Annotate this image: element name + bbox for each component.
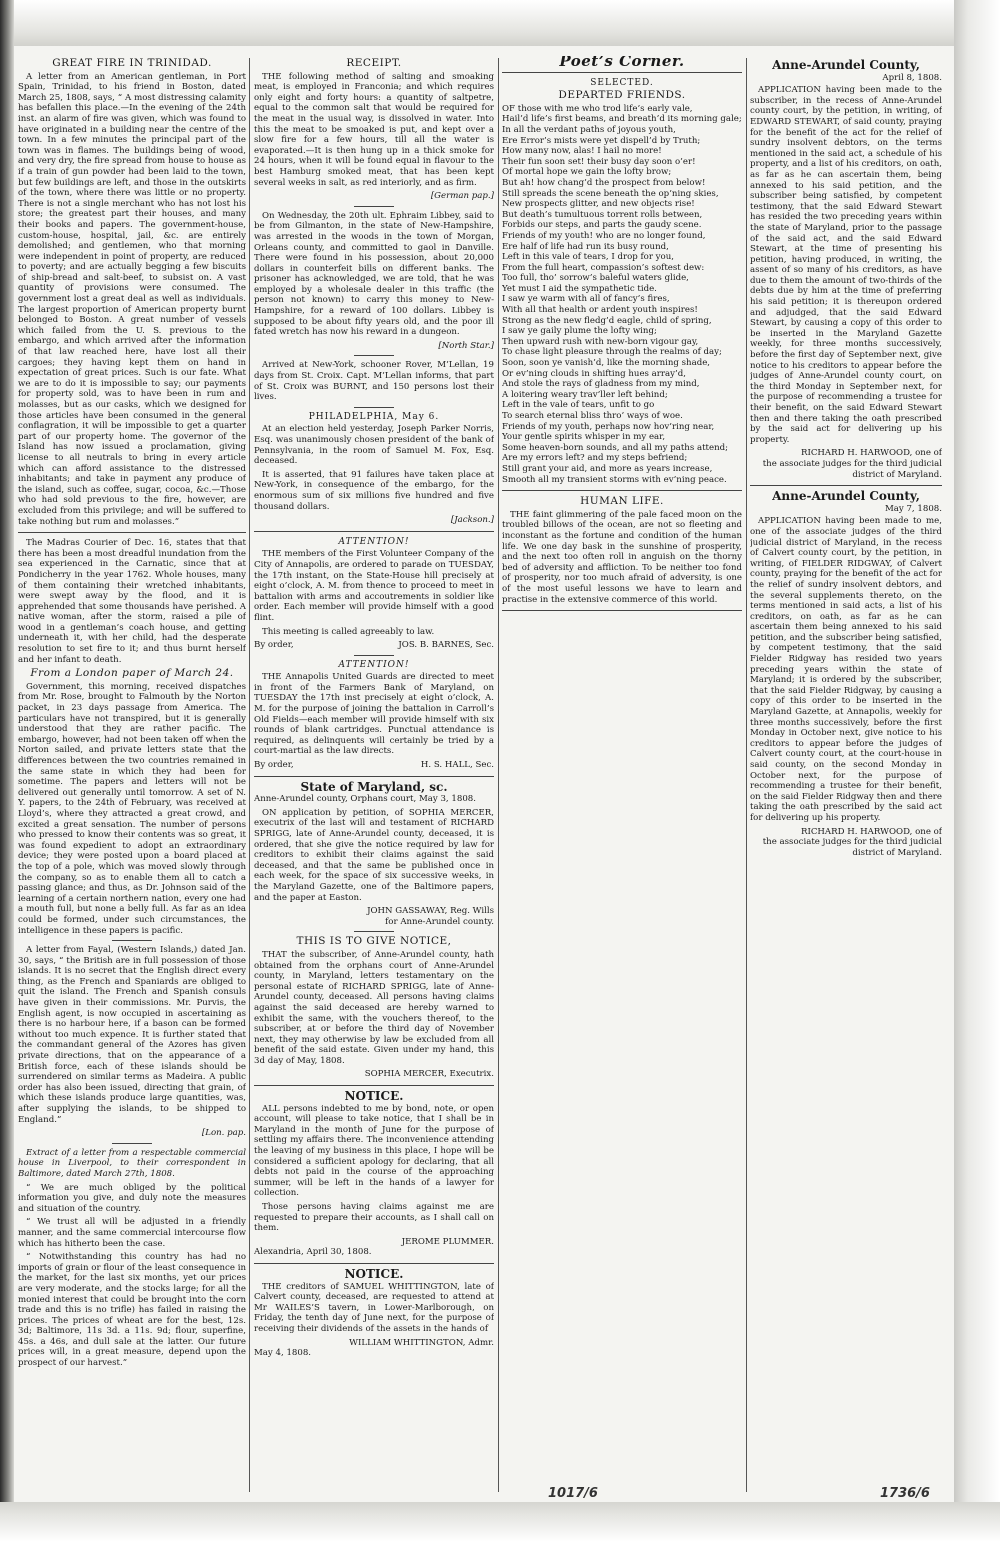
by-order-label: By order, <box>254 760 294 771</box>
handwritten-mark: 1017/6 <box>548 1486 598 1501</box>
article-paragraph: “ We trust all will be adjusted in a friendly manner, and the same commercial intercourse flow which has hitherto been the case. <box>18 1217 246 1249</box>
poem-line: But ah! how chang’d the prospect from below! <box>502 177 706 188</box>
poem-line: Too full, tho’ sorrow’s baleful waters glide, <box>502 273 689 284</box>
article-paragraph: THE faint glimmering of the pale faced moon on the troubled billows of the ocean, are not so fleeting and inconstant as the fortune and condition of the human life. We one day bask in the sunshine of prosperity, and the next too often roll in anguish on the thorny bed of adversity and affliction. To be neither too fond of prosperity, nor too much afraid of adversity, is one of the most useful lessons we have to learn and practise in the extensive commerce of this world. <box>502 509 742 605</box>
notice-heading: NOTICE. <box>344 1089 404 1104</box>
source-credit: [German pap.] <box>430 191 494 202</box>
column-rule <box>249 58 250 1492</box>
column-2 <box>254 56 494 1494</box>
notice-paragraph: This meeting is called agreeably to law. <box>262 626 435 637</box>
notice-heading: Anne-Arundel County, <box>772 58 920 72</box>
notice-signature: RICHARD H. HARWOOD, one of <box>800 448 942 459</box>
article-paragraph: It is asserted, that 91 failures have taken place at New-York, in consequence of the embargo, for the enormous sum of six millions five hundred and five thousand dollars. <box>254 469 494 512</box>
divider <box>254 531 494 532</box>
divider <box>354 206 394 207</box>
divider <box>354 407 394 408</box>
poem-line: How many now, alas! I hail no more! <box>502 146 662 157</box>
section-title: Poet’s Corner. <box>559 56 685 70</box>
notice-signature: the associate judges for the third judicial district of Maryland. <box>762 458 942 480</box>
poem-line: To chase light pleasure through the realms of day; <box>502 347 722 358</box>
notice-paragraph: ON application by petition, of SOPHIA MERCER, executrix of the last will and testament of RICHARD SPRIGG, late of Anne-Arundel county, deceased, it is ordered, that she give the notice required by law for creditors to exhibit their claims against the said deceased, and that the same be published once in each week, for the space of six successive weeks, in the Maryland Gazette, one of the Baltimore papers, and the paper at Easton. <box>254 807 494 903</box>
poem-line: Hail’d life’s first beams, and breath’d its morning gale; <box>502 114 742 125</box>
poem-line: Friends of my youth, perhaps now hov’ring near, <box>502 421 715 432</box>
notice-heading: NOTICE. <box>344 1266 404 1281</box>
poem-line: Your gentle spirits whisper in my ear, <box>502 432 666 443</box>
article-heading: RECEIPT. <box>346 57 402 69</box>
notice-paragraph: THE creditors of SAMUEL WHITTINGTON, late of Calvert county, deceased, are requested to attend at Mr WAILES’S tavern, in Lower-Marlborough, on Friday, the tenth day of June next, for the purpose of receiving their dividends of the assets in the hands of <box>254 1281 494 1334</box>
notice-date: April 8, 1808. <box>882 72 942 83</box>
poem-line: I saw ye gaily plume the lofty wing; <box>502 326 657 337</box>
article-paragraph: Arrived at New-York, schooner Rover, M’Lellan, 19 days from St. Croix. Capt. M’Lellan informs, that part of St. Croix was BURNT, and 150 persons lost their lives. <box>254 360 494 403</box>
poem-line: A loitering weary trav’ller left behind; <box>502 389 668 400</box>
article-paragraph: “ Notwithstanding this country has had no imports of grain or flour of the least consequence in the market, for the last six months, yet our prices are very moderate, and the stocks large; for all the monied interest that could be brought into the corn trade and this is no trifle) has failed in raising the prices. The prices of wheat are for the best, 12s. 3d; Baltimore, 11s 3d. a 11s. 9d; flour, superfine, 45s. a 46s, and dull sale at the latter. Our future prices will, in a great measure, depend upon the prospect of our harvest.” <box>18 1252 246 1369</box>
article-paragraph: At an election held yesterday, Joseph Parker Norris, Esq. was unanimously chosen president of the bank of Pennsylvania, in the room of Samuel M. Fox, Esq. deceased. <box>254 424 494 467</box>
article-heading: From a London paper of March 24. <box>30 667 234 680</box>
divider <box>254 1263 494 1264</box>
notice-signature-row <box>254 760 494 771</box>
notice-paragraph: THE members of the First Volunteer Company of the City of Annapolis, are ordered to parade on TUESDAY, the 17th instant, on the State-House hill precisely at eight o’clock, A. M. from thence to proceed to meet in battalion with arms and accoutrements in soldier like order. Each member will provide himself with a good flint. <box>254 549 494 623</box>
poem-line: Forbids our steps, and parts the gaudy scene. <box>502 220 702 231</box>
notice-signature: H. S. HALL, Sec. <box>420 760 494 771</box>
article-paragraph: THE following method of salting and smoaking meat, is employed in Franconia; and which requires only eight and forty hours: a quantity of saltpetre, equal to the common salt that would be required for the meat in the usual way, is dissolved in water. Into this the meat to be smoaked is put, and kept over a slow fire for a few hours, till all the water is evaporated.—It is then hung up in a thick smoke for 24 hours, when it will be found equal in flavour to the best Hamburg smoked meat, that has been kept several weeks in salt, as red interiorly, and as firm. <box>254 71 494 188</box>
notice-signature: JOHN GASSAWAY, Reg. Wills <box>367 906 494 917</box>
poem-line: With all that health or ardent youth inspires! <box>502 305 698 316</box>
poem-line: Ere half of life had run its busy round, <box>502 241 669 252</box>
section-subtitle: SELECTED. <box>590 77 654 88</box>
divider <box>254 776 494 777</box>
notice-heading: Anne-Arundel County, <box>772 489 920 504</box>
divider <box>502 610 742 611</box>
divider <box>502 72 742 73</box>
divider <box>354 931 394 932</box>
source-credit: [Lon. pap. <box>201 1128 246 1139</box>
poem-line: Soon, soon ye vanish’d, like the morning shade, <box>502 358 711 369</box>
column-rule <box>498 58 499 1492</box>
notice-paragraph: APPLICATION having been made to me, one of the associate judges of the third judicial district of Maryland, in the recess of Calvert county court, by the petition, in writing, of FIELDER RIDGWAY, of Calvert county, praying for the benefit of the act for the relief of sundry insolvent debtors, and the several supplements thereto, on the terms mentioned in said acts, a list of his creditors, on oath, as far as he can ascertain them being annexed to his said petition, and the subscriber being satisfied, by competent testimony, that the said Fielder Ridgway has resided two years preceding years within the state of Maryland; it is ordered by the subscriber, that the said Fielder Ridgway, by causing a copy of this order to be inserted in the Maryland Gazette, at Annapolis, weekly for three months successively, before the first Monday in October next, give notice to his creditors to appear before the judges of Calvert county court, at the court-house in said county, on the second Monday in October next, for the purpose of recommending a trustee for their benefit, on the said Fielder Ridgway then and there taking the oath prescribed by the said act for delivering up his property. <box>750 516 942 823</box>
column-1 <box>18 56 246 1494</box>
notice-signature: SOPHIA MERCER, Executrix. <box>364 1069 494 1080</box>
notice-paragraph: ALL persons indebted to me by bond, note, or open account, will please to take notice, that I shall be in Maryland in the month of June for the purpose of settling my affairs there. The inconvenience attending the leaving of my business in this place, I hope will be considered a sufficient apology for declaring, that all debts not paid in the course of the approaching summer, will be left in the hands of a lawyer for collection. <box>254 1103 494 1199</box>
handwritten-mark: 1736/6 <box>880 1486 930 1501</box>
article-paragraph: A letter from Fayal, (Western Islands,) dated Jan. 30, says, “ the British are in full possession of those islands. It is no secret that the English direct every thing, as the French and Spaniards are obliged to quit the island. The French and Spanish consuls have given in their commissions. Mr. Purvis, the English agent, is now occupied in ascertaining as there is no harbour here, if a bason can be formed without too much expence. It is further stated that the commandant general of the Azores has given private directions, that on the appearance of a British force, each of these islands should be surrendered on similar terms as Madeira. A public order has also been issued, directing that grain, of which these islands produce large quantities, was, after supplying the islands, to be shipped to England.” <box>18 945 246 1125</box>
poem-line: Some heaven-born sounds, and all my paths attend; <box>502 442 729 453</box>
notice-signature: WILLIAM WHITTINGTON, Admr. <box>349 1337 494 1348</box>
article-paragraph: Government, this morning, received dispatches from Mr. Rose, brought to Falmouth by the Norton packet, in 23 days passage from America. The particulars have not transpired, but it is generally understood that they are rather pacific. The embargo, however, had not been taken off when the Norton sailed, and private letters state that the differences between the two countries remained in the same state in which they had been for sometime. The papers and letters will not be delivered out generally until tomorrow. A set of N. Y. papers, to the 24th of February, was received at Lloyd’s, where they attracted a great crowd, and excited a great sensation. The number of persons who pressed to know their contents was so great, it was found expedient to adopt an extraordinary device; they were posted upon a board placed at the top of a pole, which was moved slowly through the company, so as to enable them all to catch a passing glance; and thus, as Dr. Johnson said of the learning of a certain northern nation, every one had a mouth full, but none a belly full. As far as an idea could be formed, under such circumstances, the intelligence in these papers is pacific. <box>18 681 246 936</box>
column-4 <box>750 56 942 1494</box>
poem-line: I saw ye warm with all of fancy’s fires, <box>502 294 670 305</box>
article-paragraph: The Madras Courier of Dec. 16, states that that there has been a most dreadful inundation from the sea experienced in the Carnatic, since that at Pondicherry in the year 1762. Whole houses, many of them containing their wretched inhabitants, were swept away by the flood, and it is apprehended that some thousands have perished. A native woman, after the storm, raised a pile of wood in a gentleman’s coach house, and getting underneath it, with her child, had the desperate resolution to set fire to it; and thus burnt herself and her infant to death. <box>18 538 246 665</box>
poem-line: Left in the vale of tears, unfit to go <box>502 400 655 411</box>
notice-paragraph: THE Annapolis United Guards are directed to meet in front of the Farmers Bank of Maryland, on TUESDAY the 17th inst precisely at eight o’clock, A. M. for the purpose of joining the battalion in Carroll’s Old Fields—each member will provide himself with six rounds of blank cartridges. Punctual attendance is required, as delinquents will certainly be tried by a court-martial as the law directs. <box>254 672 494 757</box>
poem-line: Are my errors left? and my steps befriend; <box>502 453 688 464</box>
column-rule <box>746 58 747 1492</box>
notice-place: Alexandria, April 30, 1808. <box>254 1247 372 1258</box>
poem-line: From the full heart, compassion’s softest dew: <box>502 262 705 273</box>
poem-line: Still grant your aid, and more as years increase, <box>502 463 713 474</box>
article-paragraph: “ We are much obliged by the political information you give, and duly note the measures and situation of the country. <box>18 1182 246 1214</box>
poem-title: DEPARTED FRIENDS. <box>558 89 686 102</box>
poem-line: OF those with me who trod life’s early vale, <box>502 103 693 114</box>
poem-line: In all the verdant paths of joyous youth, <box>502 124 676 135</box>
page-binding-edge <box>0 0 14 1542</box>
notice-signature: JEROME PLUMMER. <box>401 1236 494 1247</box>
poem-line: Still spreads the scene beneath the op’ning skies, <box>502 188 719 199</box>
notice-date: May 4, 1808. <box>254 1348 312 1359</box>
poem-line: Left in this vale of tears, I drop for you, <box>502 252 674 263</box>
notice-paragraph: THAT the subscriber, of Anne-Arundel county, hath obtained from the orphans court of Anne-Arundel county, in Maryland, letters testamentary on the personal estate of RICHARD SPRIGG, late of Anne-Arundel county, deceased. All persons having claims against the said deceased are hereby warned to exhibit the same, with the vouchers thereof, to the subscriber, at or before the third day of November next, they may otherwise by law be excluded from all benefit of the said estate. Given under my hand, this 3d day of May, 1808. <box>254 949 494 1066</box>
by-order-label: By order, <box>254 640 294 651</box>
divider <box>112 940 152 941</box>
divider <box>502 490 742 491</box>
poem-line: To search eternal bliss thro’ ways of woe. <box>502 411 683 421</box>
notice-date: May 7, 1808. <box>884 503 942 514</box>
article-intro: Extract of a letter from a respectable commercial house in Liverpool, to their correspondent in Baltimore, dated March 27th, 1808. <box>18 1147 246 1179</box>
poem-line: Yet must I aid the sympathetic tide. <box>502 283 657 294</box>
poem-line: Ere Error’s mists were yet dispell’d by Truth; <box>502 135 701 146</box>
poem-body <box>502 104 742 485</box>
notice-signature: JOS. B. BARNES, Sec. <box>398 640 494 651</box>
source-credit: [North Star.] <box>438 340 494 351</box>
poem-line: Friends of my youth! who are no longer found, <box>502 230 706 241</box>
article-heading: GREAT FIRE IN TRINIDAD. <box>52 57 212 69</box>
notice-signature-row <box>254 640 494 651</box>
poem-line: Their fun soon set! their busy day soon o’er! <box>502 156 696 167</box>
poem-line: Smooth all my transient storms with ev’ning peace. <box>502 474 727 485</box>
divider <box>112 1143 152 1144</box>
divider <box>354 655 394 656</box>
notice-heading: ATTENTION! <box>338 536 410 547</box>
notice-paragraph: APPLICATION having been made to the subscriber, in the recess of Anne-Arundel county court, by the petition, in writing, of EDWARD STEWART, of said county, praying for the benefit of the act for the relief of sundry insolvent debtors, on the terms mentioned in the said act, a schedule of his property, and a list of his creditors, on oath, as far as he can ascertain them, being annexed to his said petition, and the subscriber being satisfied, by competent testimony, that the said Edward Stewart has resided the two preceding years within the state of Maryland, prior to the passage of the said act, and the said Edward Stewart, at the time of presenting his petition, having produced, in writing, the assent of so many of his creditors, as have due to them the amount of two-thirds of the debts due by him at the time of preferring his said petition; it is thereupon ordered and adjudged, that the said Edward Stewart, by causing a copy of this order to be inserted in the Maryland Gazette weekly, for three months successively, before the first day of September next, give notice to his creditors to appear before the judges of Anne-Arundel county court, on the third Monday in September next, for the purpose of recommending a trustee for their benefit, on the said Edward Stewart then and there taking the oath prescribed by the said act for delivering up his property. <box>750 85 942 445</box>
divider <box>18 532 246 533</box>
article-paragraph: On Wednesday, the 20th ult. Ephraim Libbey, said to be from Gilmanton, in the state of New-Hampshire, was arrested in the woods in the town of Morgan, Orleans county, and committed to gaol in Danville. There were found in his possession, about 20,000 dollars in counterfeit bills on different banks. The prisoner has acknowledged, we are told, that he was employed by a wholesale dealer in this traffic (the person not known) to carry this money to New-Hampshire, for a reward of 100 dollars. Libbey is supposed to be about fifty years old, and the poor ill fated wretch has now his reward in a dungeon. <box>254 210 494 338</box>
article-paragraph: A letter from an American gentleman, in Port Spain, Trinidad, to his friend in Boston, dated March 25, 1808, says, “ A most distressing calamity has befallen this place.—In the evening of the 24th inst. an alarm of fire was given, which was found to have originated in a building near the centre of the town. In a few minutes the principal part of the town was in flames. The buildings being of wood, and very dry, the fire spread from house to house as if a train of gun powder had been laid to the town, but few buildings are left, and those in the outskirts of the town, where there was little or no property. There is not a single merchant who has not lost his store; the greatest part their houses, and many their books and papers. The government-house, custom-house, hospital, jail, &c. are entirely demolished; and gentlemen, who that morning were independent in point of property, are reduced to poverty; and are actually begging a few biscuits of ship-bread and salt-beef, to subsist on. A vast quantity of provisions were consumed. The government lost a great deal as well as individuals. The largest proportion of American property burnt belonged to Boston. A great number of vessels which failed from the U. S. previous to the embargo, and which arrived after the information of that law reached here, have lost all their cargoes; they having kept them on hand in expectation of great prices. Such is our fate. What we are to do it is impossible to say; our payments for property sold, was to have been in rum and molasses, but as our casks, which we designed for those articles have been consumed in the general conflagration, it will be impossible to get a quarter part of our property home. The governor of the Island has now issued a proclamation, giving license to all neutrals to bring in every article which can afford assistance to the distressed inhabitants; and take in payment any produce of the island, such as coffee, sugar, cocoa, &c.—Those who had sold previous to the fire, however, are excluded from this privilege; and will be suffered to take nothing but rum and molasses.” <box>18 71 246 527</box>
notice-signature: for Anne-Arundel county. <box>385 916 494 927</box>
divider <box>254 1085 494 1086</box>
poem-line: And stole the rays of gladness from my mind, <box>502 379 700 390</box>
page-bottom-edge <box>0 1502 1000 1542</box>
divider <box>750 485 942 486</box>
poem-line: Strong as the new fledg’d eagle, child of spring, <box>502 315 712 326</box>
dateline: PHILADELPHIA, May 6. <box>308 411 440 422</box>
poem-line: Of mortal hope we gain the lofty brow; <box>502 167 672 178</box>
poem-line: Then upward rush with new-born vigour gay, <box>502 336 699 347</box>
notice-subline: Anne-Arundel county, Orphans court, May 3, 1808. <box>254 794 476 805</box>
page-top-edge <box>0 0 1000 46</box>
poem-line: New prospects glitter, and new objects rise! <box>502 199 695 210</box>
divider <box>354 355 394 356</box>
notice-signature: the associate judges for the third judicial district of Maryland. <box>762 837 942 858</box>
page-right-edge <box>954 0 1000 1542</box>
column-3 <box>502 56 742 1494</box>
notice-paragraph: Those persons having claims against me are requested to prepare their accounts, as I shall call on them. <box>254 1202 494 1234</box>
notice-heading: State of Maryland, sc. <box>300 779 448 794</box>
poem-line: But death’s tumultuous torrent rolls between, <box>502 209 703 220</box>
article-heading: HUMAN LIFE. <box>580 495 664 508</box>
notice-heading: THIS IS TO GIVE NOTICE, <box>296 935 452 948</box>
notice-heading: ATTENTION! <box>338 659 410 670</box>
notice-signature: RICHARD H. HARWOOD, one of <box>800 826 942 837</box>
poem-line: Or ev’ning clouds in shifting hues array’d, <box>502 368 686 379</box>
source-credit: [Jackson.] <box>450 515 494 526</box>
